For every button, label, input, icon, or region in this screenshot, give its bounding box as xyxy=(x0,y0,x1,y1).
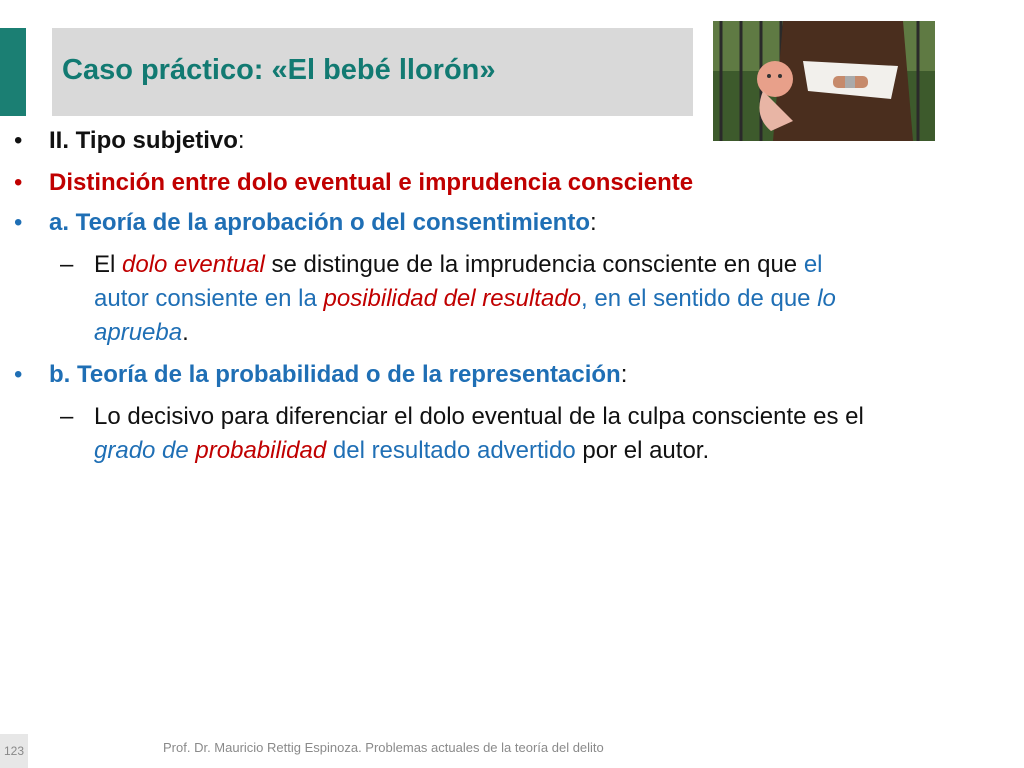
photo-illustration xyxy=(713,21,935,141)
title-accent-bar xyxy=(0,28,26,116)
bullet-dot: • xyxy=(14,127,23,154)
slide-footer: Prof. Dr. Mauricio Rettig Espinoza. Problemas actuales de la teoría del delito xyxy=(163,740,604,755)
sub1-line1: El dolo eventual se distingue de la imprudencia consciente en que el xyxy=(94,251,823,278)
bullet-tipo-subjetivo: II. Tipo subjetivo: xyxy=(49,127,245,154)
bullet-dot: • xyxy=(14,169,23,196)
sub-bullet-dash: – xyxy=(60,403,74,430)
slide-title: Caso práctico: «El bebé llorón» xyxy=(62,54,496,86)
slide-photo xyxy=(713,21,935,141)
sub1-line2: autor consiente en la posibilidad del resultado, en el sentido de que lo xyxy=(94,285,836,312)
sub2-line2: grado de probabilidad del resultado advertido por el autor. xyxy=(94,437,710,464)
sub2-line1: Lo decisivo para diferenciar el dolo eventual de la culpa consciente es el xyxy=(94,403,864,430)
sub-bullet-dash: – xyxy=(60,251,74,278)
page-number: 123 xyxy=(0,734,28,768)
bullet-distincion: Distinción entre dolo eventual e imprudencia consciente xyxy=(49,169,694,196)
sub1-line3: aprueba. xyxy=(94,319,189,346)
bullet-teoria-aprobacion: a. Teoría de la aprobación o del consentimiento: xyxy=(49,209,597,236)
bullet-teoria-probabilidad: b. Teoría de la probabilidad o de la representación: xyxy=(49,361,628,388)
bullet-dot: • xyxy=(14,361,23,388)
title-banner xyxy=(52,28,693,116)
bullet-dot: • xyxy=(14,209,23,236)
